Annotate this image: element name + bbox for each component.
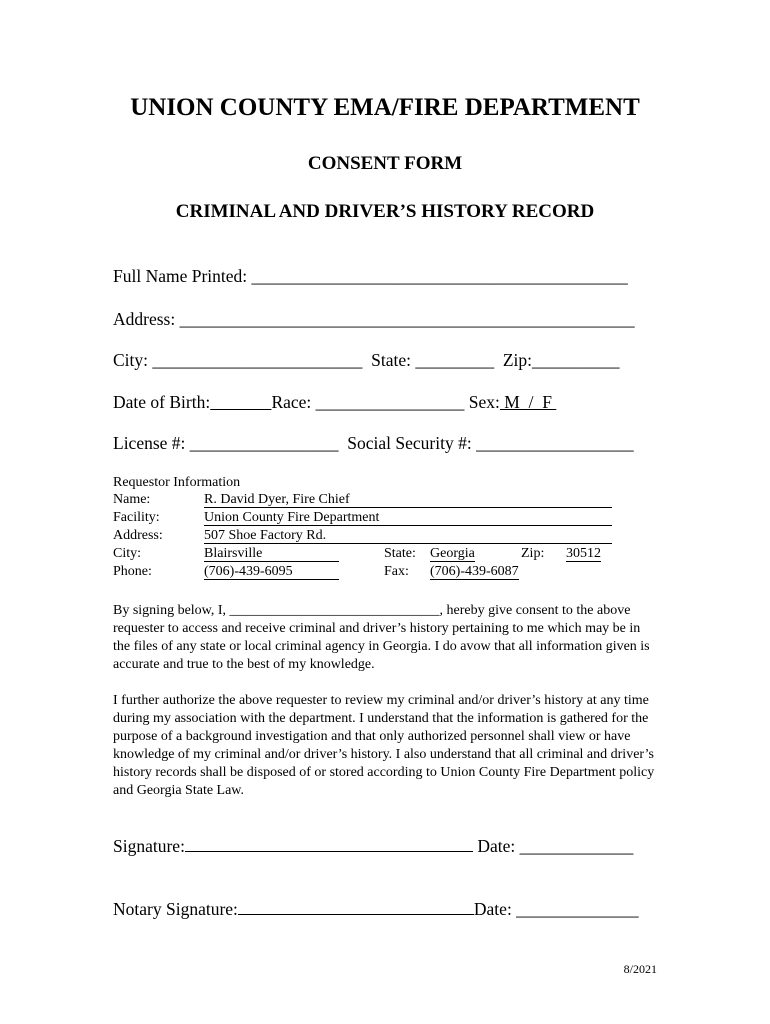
zip-label: Zip:: [521, 546, 545, 561]
address-label: Address:: [113, 528, 163, 543]
city-label: City:: [113, 546, 142, 561]
signature-label: Signature:: [113, 836, 185, 856]
revision-date: 8/2021: [623, 962, 657, 976]
consent-paragraph: By signing below, I, ______________________________, hereby give consent to the above requester to access and receive criminal and driver’s history pertaining to me which may be in the files of any state or local criminal agency in Georgia. I do avow that all information given is accurate and true to the best of my knowledge.: [113, 603, 650, 672]
full-name-field[interactable]: Full Name Printed: ___________________________________________: [113, 266, 628, 286]
signature-line[interactable]: [185, 835, 473, 852]
race-sex-label: Race: _________________ Sex:: [271, 392, 500, 412]
form-record-title: CRIMINAL AND DRIVER’S HISTORY RECORD: [175, 201, 595, 222]
city-value: Blairsville: [204, 546, 339, 562]
license-ssn-field[interactable]: License #: _________________ Social Security #: __________________: [113, 433, 634, 453]
zip-value: 30512: [566, 546, 601, 561]
state-value: Georgia: [430, 546, 475, 561]
signature-row: [113, 835, 633, 857]
page-title: UNION COUNTY EMA/FIRE DEPARTMENT: [130, 94, 640, 121]
facility-value: Union County Fire Department: [204, 510, 612, 526]
dob-line[interactable]: [210, 392, 271, 412]
fax-label: Fax:: [384, 564, 409, 579]
phone-label: Phone:: [113, 564, 152, 579]
notary-signature-line[interactable]: [238, 898, 474, 915]
fax-value: (706)-439-6087: [430, 564, 519, 579]
form-subtitle: CONSENT FORM: [307, 153, 463, 174]
authorization-paragraph: I further authorize the above requester to review my criminal and/or driver’s history at any time during my association with the department. I understand that the information is gathered for the purpose of a background investigation and that only authorized personnel shall view or have knowledge of my criminal and/or driver’s history. I also understand that all criminal and driver’s history records shall be disposed of or stored according to Union County Fire Department policy and Georgia State Law.: [113, 693, 655, 798]
city-state-zip-field[interactable]: City: ________________________ State: _________ Zip:__________: [113, 350, 620, 370]
notary-label: Notary Signature:: [113, 899, 238, 919]
address-value: 507 Shoe Factory Rd.: [204, 528, 612, 544]
facility-label: Facility:: [113, 510, 160, 525]
name-value: R. David Dyer, Fire Chief: [204, 492, 612, 508]
signature-date-field[interactable]: Date: _____________: [472, 836, 634, 856]
dob-race-sex-field[interactable]: [113, 392, 556, 413]
notary-row: [113, 898, 639, 920]
name-label: Name:: [113, 492, 151, 507]
requestor-heading: Requestor Information: [113, 475, 241, 490]
notary-date-field[interactable]: Date: ______________: [473, 899, 639, 919]
dob-label: Date of Birth:: [113, 392, 211, 412]
phone-value: (706)-439-6095: [204, 564, 339, 580]
sex-options[interactable]: M / F: [499, 392, 557, 412]
address-field[interactable]: Address: ____________________________________________________: [113, 309, 635, 329]
state-label: State:: [384, 546, 416, 561]
